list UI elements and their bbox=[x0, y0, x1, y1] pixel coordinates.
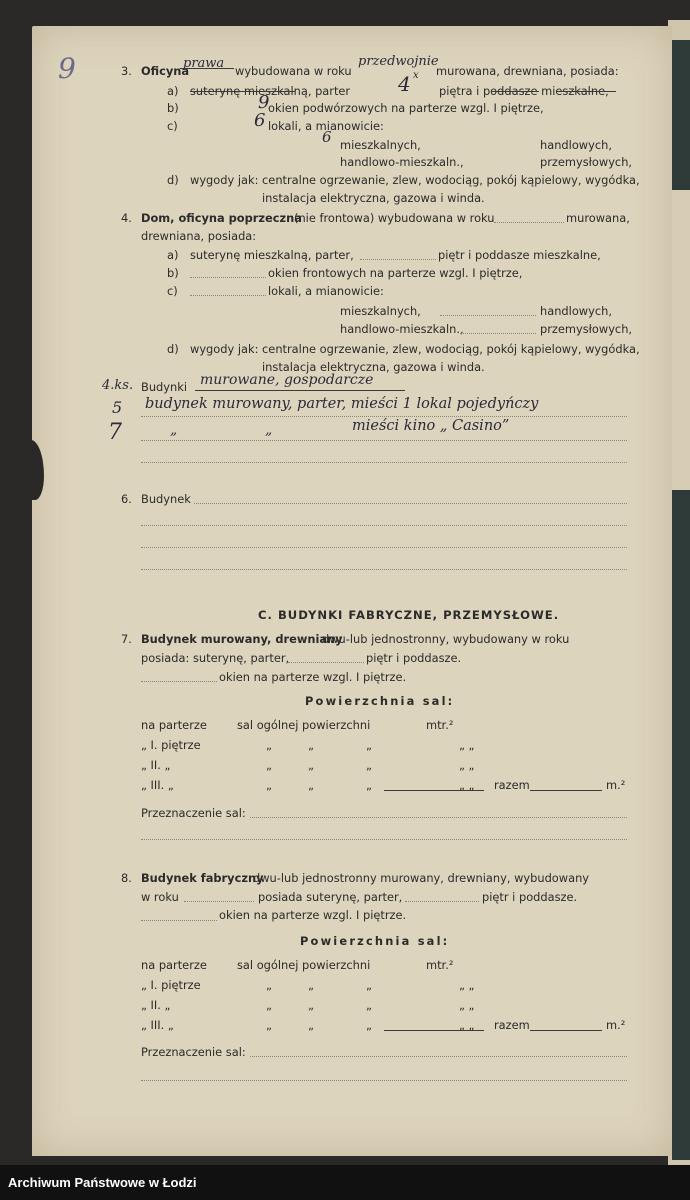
s7-przezn-line2 bbox=[141, 839, 627, 840]
s4-d-label: d) bbox=[167, 342, 179, 356]
s4-a-text1: suterynę mieszkalną, parter, bbox=[190, 248, 354, 262]
s8-q3d: „ „ bbox=[459, 1018, 475, 1032]
margin-mark-c: 7 bbox=[108, 420, 122, 445]
s7-przezn: Przeznaczenie sal: bbox=[141, 806, 246, 820]
s3-b-text: okien podwórzowych na parterze wzgl. I piętrze, bbox=[268, 101, 544, 115]
s7-q3c: „ bbox=[366, 778, 372, 792]
s3-c-label: c) bbox=[167, 119, 178, 133]
s7-q3b: „ bbox=[308, 778, 314, 792]
s7-floors-line bbox=[288, 662, 364, 663]
s8-row2: „ II. „ bbox=[141, 998, 171, 1012]
s7-q3a: „ bbox=[266, 778, 272, 792]
s3-d-text1: wygody jak: centralne ogrzewanie, zlew, wodociąg, pokój kąpielowy, wygódka, bbox=[190, 173, 640, 187]
s8-q1a: „ bbox=[266, 978, 272, 992]
s7-q3d: „ „ bbox=[459, 778, 475, 792]
s3-mieszk: mieszkalnych, bbox=[340, 138, 421, 152]
s7-text3: okien na parterze wzgl. I piętrze. bbox=[219, 670, 407, 684]
s5-hw3-q1: „ bbox=[170, 422, 178, 438]
s4-num: 4. bbox=[121, 211, 132, 225]
s8-q2a: „ bbox=[266, 998, 272, 1012]
s7-windows-line bbox=[141, 681, 217, 682]
s8-year-line bbox=[184, 901, 254, 902]
s8-text2b: posiada suterynę, parter, bbox=[258, 890, 403, 904]
s8-floors-line bbox=[405, 901, 479, 902]
s5-hw3: mieści kino „ Casino” bbox=[352, 418, 510, 434]
s3-hw-sup: x bbox=[413, 70, 419, 81]
s8-row1: „ I. piętrze bbox=[141, 978, 201, 992]
s7-q1c: „ bbox=[366, 738, 372, 752]
s7-row1: „ I. piętrze bbox=[141, 738, 201, 752]
s8-sum-line bbox=[384, 1030, 484, 1031]
s7-num: 7. bbox=[121, 632, 132, 646]
strike-suteryne bbox=[190, 91, 295, 92]
s7-row0b: sal ogólnej powierzchni bbox=[237, 718, 371, 732]
s7-title: Budynek murowany, drewniany bbox=[141, 632, 343, 646]
archive-label: Archiwum Państwowe w Łodzi bbox=[8, 1175, 197, 1190]
s5-hw1: murowane, gospodarcze bbox=[200, 372, 374, 388]
s4-a-label: a) bbox=[167, 248, 179, 262]
s3-handl: handlowych, bbox=[540, 138, 612, 152]
s8-q2b: „ bbox=[308, 998, 314, 1012]
s4-a-text2: piętr i poddasze mieszkalne, bbox=[438, 248, 601, 262]
s7-row0c: mtr.² bbox=[426, 718, 454, 732]
s8-text2c: piętr i poddasze. bbox=[482, 890, 578, 904]
s4-c-label: c) bbox=[167, 284, 178, 298]
s8-text1: dwu-lub jednostronny murowany, drewniany, wybudowany bbox=[253, 871, 590, 885]
s5-line1 bbox=[195, 390, 405, 391]
s3-przem: przemysłowych, bbox=[540, 155, 633, 169]
s4-c-line bbox=[190, 295, 266, 296]
s8-text3: okien na parterze wzgl. I piętrze. bbox=[219, 908, 407, 922]
s8-q3b: „ bbox=[308, 1018, 314, 1032]
s3-num: 3. bbox=[121, 64, 132, 78]
s8-windows-line bbox=[141, 920, 217, 921]
s7-q2d: „ „ bbox=[459, 758, 475, 772]
s6-line1 bbox=[194, 503, 627, 504]
s4-b-label: b) bbox=[167, 266, 179, 280]
s5-label: Budynki bbox=[141, 380, 187, 394]
s3-hw-c: 6 bbox=[254, 110, 266, 131]
section-c-heading: C. BUDYNKI FABRYCZNE, PRZEMYSŁOWE. bbox=[258, 608, 560, 622]
s4-floors-line bbox=[360, 259, 436, 260]
strike-poddasze bbox=[492, 91, 539, 92]
s5-line3 bbox=[141, 440, 627, 441]
s8-q2d: „ „ bbox=[459, 998, 475, 1012]
s4-text2: drewniana, posiada: bbox=[141, 229, 257, 243]
s8-przezn-line1 bbox=[250, 1056, 627, 1057]
s8-text2a: w roku bbox=[141, 890, 179, 904]
s4-title: Dom, oficyna poprzeczna bbox=[141, 211, 302, 225]
s6-line4 bbox=[141, 569, 627, 570]
s3-a-text2: piętra i poddasze mieszkalne, bbox=[439, 84, 609, 98]
s3-text1: wybudowana w roku bbox=[235, 64, 352, 78]
s4-text1b: murowana, bbox=[566, 211, 630, 225]
s7-text1: dwu-lub jednostronny, wybudowany w roku bbox=[322, 632, 570, 646]
s7-razem-line bbox=[530, 790, 602, 791]
s4-year-line bbox=[494, 222, 564, 223]
strike-mieszkalne bbox=[556, 91, 616, 92]
s7-przezn-line1 bbox=[250, 817, 627, 818]
s3-underline bbox=[180, 68, 234, 69]
s6-line3 bbox=[141, 547, 627, 548]
s8-row3: „ III. „ bbox=[141, 1018, 174, 1032]
s7-q2a: „ bbox=[266, 758, 272, 772]
s3-title: Oficyna bbox=[141, 64, 190, 78]
s8-q2c: „ bbox=[366, 998, 372, 1012]
s3-handl-m: handlowo-mieszkaln., bbox=[340, 155, 464, 169]
s4-handl-line bbox=[440, 315, 536, 316]
s3-c-text: lokali, a mianowicie: bbox=[268, 119, 384, 133]
s4-d-text2: instalacja elektryczna, gazowa i winda. bbox=[262, 360, 485, 374]
s8-num: 8. bbox=[121, 871, 132, 885]
s8-razem: razem bbox=[494, 1018, 530, 1032]
s8-razem-line bbox=[530, 1030, 602, 1031]
s8-row0c: mtr.² bbox=[426, 958, 454, 972]
s3-a-text1: suterynę mieszkalną, parter bbox=[190, 84, 351, 98]
s6-label: Budynek bbox=[141, 492, 191, 506]
s4-handl-m: handlowo-mieszkaln., bbox=[340, 322, 464, 336]
s8-przezn: Przeznaczenie sal: bbox=[141, 1045, 246, 1059]
s7-q1b: „ bbox=[308, 738, 314, 752]
s5-hw2: budynek murowany, parter, mieści 1 lokal pojedyńczy bbox=[145, 396, 539, 412]
s7-q2b: „ bbox=[308, 758, 314, 772]
s7-q2c: „ bbox=[366, 758, 372, 772]
s3-text2: murowana, drewniana, posiada: bbox=[436, 64, 619, 78]
s7-q1d: „ „ bbox=[459, 738, 475, 752]
s8-przezn-line2 bbox=[141, 1080, 627, 1081]
s3-hw-year: przedwojnie bbox=[358, 54, 439, 69]
s3-hw-mieszk: 6 bbox=[322, 128, 332, 146]
s4-d-text1: wygody jak: centralne ogrzewanie, zlew, wodociąg, pokój kąpielowy, wygódka, bbox=[190, 342, 640, 356]
s7-row2: „ II. „ bbox=[141, 758, 171, 772]
s7-text2b: piętr i poddasze. bbox=[366, 651, 462, 665]
page-mark: 9 bbox=[58, 52, 76, 85]
s7-sum-line bbox=[384, 790, 484, 791]
s8-q1b: „ bbox=[308, 978, 314, 992]
s8-row0b: sal ogólnej powierzchni bbox=[237, 958, 371, 972]
s4-b-line bbox=[190, 277, 266, 278]
s5-hw3-q2: „ bbox=[265, 422, 273, 438]
margin-mark-b: 5 bbox=[112, 398, 123, 417]
s8-q3c: „ bbox=[366, 1018, 372, 1032]
s4-mieszk: mieszkalnych, bbox=[340, 304, 421, 318]
s7-row0a: na parterze bbox=[141, 718, 207, 732]
s8-q3a: „ bbox=[266, 1018, 272, 1032]
s7-razem: razem bbox=[494, 778, 530, 792]
s8-q1c: „ bbox=[366, 978, 372, 992]
s3-b-label: b) bbox=[167, 101, 179, 115]
s8-q1d: „ „ bbox=[459, 978, 475, 992]
s7-row3: „ III. „ bbox=[141, 778, 174, 792]
s5-line2 bbox=[141, 416, 627, 417]
s7-pow: Powierzchnia sal: bbox=[305, 694, 455, 708]
s4-text1: (nie frontowa) wybudowana w roku bbox=[294, 211, 495, 225]
s3-d-text2: instalacja elektryczna, gazowa i winda. bbox=[262, 191, 485, 205]
s3-hw-floors: 4 bbox=[398, 72, 411, 96]
s8-title: Budynek fabryczny bbox=[141, 871, 264, 885]
margin-mark-a: 4.ks. bbox=[102, 378, 134, 393]
s7-m2: m.² bbox=[606, 778, 626, 792]
s7-text2a: posiada: suterynę, parter, bbox=[141, 651, 290, 665]
s4-b-text: okien frontowych na parterze wzgl. I piętrze, bbox=[268, 266, 523, 280]
s3-d-label: d) bbox=[167, 173, 179, 187]
s4-przem: przemysłowych, bbox=[540, 322, 633, 336]
s8-row0a: na parterze bbox=[141, 958, 207, 972]
s8-m2: m.² bbox=[606, 1018, 626, 1032]
s3-hw-type: prawa bbox=[183, 56, 225, 71]
s5-line4 bbox=[141, 462, 627, 463]
s7-q1a: „ bbox=[266, 738, 272, 752]
s6-num: 6. bbox=[121, 492, 132, 506]
s4-przem-line bbox=[460, 333, 536, 334]
s8-pow: Powierzchnia sal: bbox=[300, 934, 450, 948]
s3-a-label: a) bbox=[167, 84, 179, 98]
s4-handl: handlowych, bbox=[540, 304, 612, 318]
archive-footer bbox=[0, 1165, 690, 1200]
s6-line2 bbox=[141, 525, 627, 526]
s3-hw-b: 9 bbox=[258, 92, 270, 113]
s4-c-text: lokali, a mianowicie: bbox=[268, 284, 384, 298]
